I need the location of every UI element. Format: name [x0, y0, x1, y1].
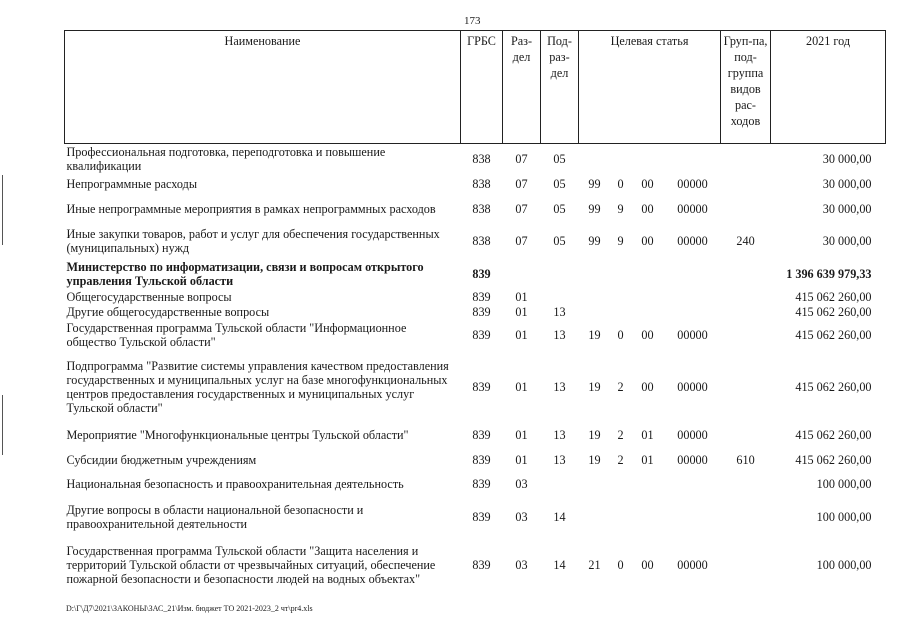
table-row	[65, 175, 886, 194]
row-subprogram: 0	[617, 328, 624, 342]
row-program	[579, 290, 611, 305]
row-direction	[665, 472, 721, 497]
row-podrazdel	[541, 472, 579, 497]
row-grbs: 839	[472, 379, 491, 394]
row-event: 00	[641, 234, 654, 248]
header-razdel: Раз-дел	[503, 31, 541, 144]
row-expense-type	[721, 423, 771, 448]
row-podrazdel: 05	[553, 177, 566, 191]
row-grbs: 838	[472, 201, 491, 216]
row-podrazdel	[541, 290, 579, 305]
table-row	[65, 472, 886, 497]
row-amount: 100 000,00	[816, 557, 872, 572]
row-subprogram: 0	[617, 557, 624, 572]
table-row	[65, 537, 886, 593]
row-direction	[665, 305, 721, 320]
header-name: Наименование	[65, 31, 461, 144]
table-row	[65, 224, 886, 259]
row-direction: 00000	[677, 201, 708, 216]
table-row	[65, 320, 886, 351]
page-number: 173	[464, 15, 481, 27]
row-podrazdel: 05	[553, 201, 566, 216]
row-event: 00	[641, 557, 654, 572]
row-amount: 415 062 260,00	[795, 452, 872, 467]
row-expense-type	[721, 305, 771, 320]
row-grbs: 839	[472, 328, 491, 342]
row-name: Непрограммные расходы	[66, 177, 198, 191]
row-direction: 00000	[677, 379, 708, 394]
row-program: 19	[588, 379, 601, 394]
row-razdel: 03	[515, 477, 528, 491]
row-program: 99	[588, 234, 601, 248]
row-razdel: 01	[515, 328, 528, 342]
row-podrazdel: 13	[553, 452, 566, 467]
row-podrazdel: 05	[553, 234, 566, 248]
row-direction	[665, 144, 721, 175]
row-name: Подпрограмма "Развитие системы управления качеством предоставления государственных и муниципальных услуг на базе многофункциональных центров предоставления государственных и муниципальных услуг Тульской области"	[66, 358, 449, 415]
row-subprogram	[611, 290, 631, 305]
row-subprogram: 2	[617, 452, 624, 467]
budget-table	[64, 30, 886, 593]
row-name: Мероприятие "Многофункциональные центры Тульской области"	[66, 428, 409, 442]
row-grbs: 839	[472, 509, 491, 524]
row-expense-type	[721, 290, 771, 305]
row-podrazdel: 14	[553, 557, 566, 572]
row-name: Министерство по информатизации, связи и вопросам открытого управления Тульской области	[66, 260, 424, 288]
row-razdel: 03	[515, 557, 528, 572]
row-expense-type	[721, 175, 771, 194]
row-grbs: 839	[472, 557, 491, 572]
row-name: Государственная программа Тульской области "Защита населения и территорий Тульской области от чрезвычайных ситуаций, обеспечение пожарной безопасности и безопасности людей на водных объектах"	[66, 543, 436, 586]
row-event: 00	[641, 328, 654, 342]
row-razdel: 01	[515, 290, 528, 304]
header-expense-group: Груп-па, под-группа видов рас-ходов	[721, 31, 771, 144]
row-amount: 1 396 639 979,33	[786, 267, 872, 281]
row-event	[631, 290, 665, 305]
row-program	[579, 305, 611, 320]
row-podrazdel: 05	[553, 152, 566, 167]
row-name: Государственная программа Тульской области "Информационное общество Тульской области"	[66, 321, 407, 349]
row-razdel	[503, 259, 541, 290]
row-expense-type: 610	[736, 452, 755, 467]
row-subprogram: 9	[617, 234, 624, 248]
row-grbs: 839	[472, 428, 491, 442]
row-program: 99	[588, 177, 601, 191]
row-event	[631, 305, 665, 320]
table-row	[65, 423, 886, 448]
table-row	[65, 194, 886, 224]
row-amount: 30 000,00	[822, 201, 872, 216]
row-podrazdel: 13	[553, 305, 566, 319]
row-amount: 415 062 260,00	[795, 305, 872, 319]
row-expense-type: 240	[736, 234, 755, 248]
row-podrazdel: 13	[553, 428, 566, 442]
row-program	[579, 472, 611, 497]
row-razdel: 07	[515, 201, 528, 216]
row-direction	[665, 290, 721, 305]
row-razdel: 03	[515, 509, 528, 524]
row-direction: 00000	[677, 177, 708, 191]
row-event	[631, 497, 665, 537]
row-expense-type	[721, 259, 771, 290]
table-row	[65, 497, 886, 537]
row-direction: 00000	[677, 452, 708, 467]
row-expense-type	[721, 351, 771, 423]
row-podrazdel: 13	[553, 379, 566, 394]
row-podrazdel	[541, 259, 579, 290]
row-grbs: 838	[472, 152, 491, 167]
table-row	[65, 290, 886, 305]
header-grbs: ГРБС	[461, 31, 503, 144]
row-amount: 100 000,00	[816, 477, 872, 491]
table-row-ministry	[65, 259, 886, 290]
row-razdel: 07	[515, 177, 528, 191]
row-amount: 415 062 260,00	[795, 379, 872, 394]
row-subprogram	[611, 497, 631, 537]
row-amount: 415 062 260,00	[795, 428, 872, 442]
row-expense-type	[721, 497, 771, 537]
row-event	[631, 144, 665, 175]
row-name: Общегосударственные вопросы	[66, 290, 232, 304]
row-subprogram	[611, 472, 631, 497]
row-program: 19	[588, 452, 601, 467]
row-amount: 30 000,00	[822, 152, 872, 167]
row-name: Другие вопросы в области национальной безопасности и правоохранительной деятельности	[66, 502, 364, 531]
row-grbs: 839	[472, 305, 491, 319]
row-podrazdel: 14	[553, 509, 566, 524]
row-event: 01	[641, 452, 654, 467]
row-subprogram: 9	[617, 201, 624, 216]
row-name: Иные непрограммные мероприятия в рамках непрограммных расходов	[66, 201, 436, 216]
header-target-article: Целевая статья	[579, 31, 721, 144]
row-direction: 00000	[677, 328, 708, 342]
row-program	[579, 259, 611, 290]
row-direction: 00000	[677, 557, 708, 572]
row-subprogram	[611, 305, 631, 320]
table-row	[65, 305, 886, 320]
margin-mark	[2, 175, 3, 245]
row-name: Национальная безопасность и правоохранительная деятельность	[66, 477, 404, 491]
row-program	[579, 497, 611, 537]
row-name: Профессиональная подготовка, переподготовка и повышение квалификации	[66, 145, 386, 174]
row-name: Другие общегосударственные вопросы	[66, 305, 270, 319]
row-event	[631, 472, 665, 497]
row-direction: 00000	[677, 428, 708, 442]
row-direction	[665, 497, 721, 537]
row-direction	[665, 259, 721, 290]
header-year-2021: 2021 год	[771, 31, 886, 144]
row-amount: 415 062 260,00	[795, 290, 872, 304]
table-header-row	[65, 31, 886, 144]
row-expense-type	[721, 144, 771, 175]
row-event: 01	[641, 428, 654, 442]
row-expense-type	[721, 320, 771, 351]
row-program: 99	[588, 201, 601, 216]
row-razdel: 01	[515, 305, 528, 319]
row-razdel: 07	[515, 152, 528, 167]
row-amount: 415 062 260,00	[795, 328, 872, 342]
row-event: 00	[641, 177, 654, 191]
table-row	[65, 144, 886, 175]
row-grbs: 838	[472, 177, 491, 191]
row-expense-type	[721, 537, 771, 593]
row-grbs: 838	[472, 234, 491, 248]
row-grbs: 839	[472, 290, 491, 304]
row-subprogram: 0	[617, 177, 624, 191]
row-podrazdel: 13	[553, 328, 566, 342]
row-program: 19	[588, 428, 601, 442]
table-row	[65, 351, 886, 423]
row-program: 19	[588, 328, 601, 342]
row-grbs: 839	[472, 477, 491, 491]
row-razdel: 07	[515, 234, 528, 248]
row-amount: 100 000,00	[816, 509, 872, 524]
row-amount: 30 000,00	[822, 177, 872, 191]
row-razdel: 01	[515, 428, 528, 442]
margin-mark	[2, 395, 3, 455]
row-name: Субсидии бюджетным учреждениям	[66, 452, 257, 467]
row-name: Иные закупки товаров, работ и услуг для обеспечения государственных (муниципальных) нужд	[66, 227, 440, 255]
row-amount: 30 000,00	[822, 234, 872, 248]
row-expense-type	[721, 194, 771, 224]
header-podrazdel: Под-раз-дел	[541, 31, 579, 144]
row-razdel: 01	[515, 452, 528, 467]
row-event: 00	[641, 201, 654, 216]
row-event: 00	[641, 379, 654, 394]
row-subprogram	[611, 144, 631, 175]
row-program: 21	[588, 557, 601, 572]
row-event	[631, 259, 665, 290]
row-razdel: 01	[515, 379, 528, 394]
row-subprogram	[611, 259, 631, 290]
table-row	[65, 448, 886, 472]
row-grbs: 839	[472, 452, 491, 467]
row-grbs: 839	[472, 267, 491, 281]
footer-file-path: D:\Г\Д7\2021\ЗАКОНЫ\ЗАС_21\Изм. бюджет ТО 2021-2023_2 чт\pr4.xls	[66, 604, 313, 613]
row-expense-type	[721, 472, 771, 497]
row-program	[579, 144, 611, 175]
row-subprogram: 2	[617, 379, 624, 394]
row-subprogram: 2	[617, 428, 624, 442]
row-direction: 00000	[677, 234, 708, 248]
